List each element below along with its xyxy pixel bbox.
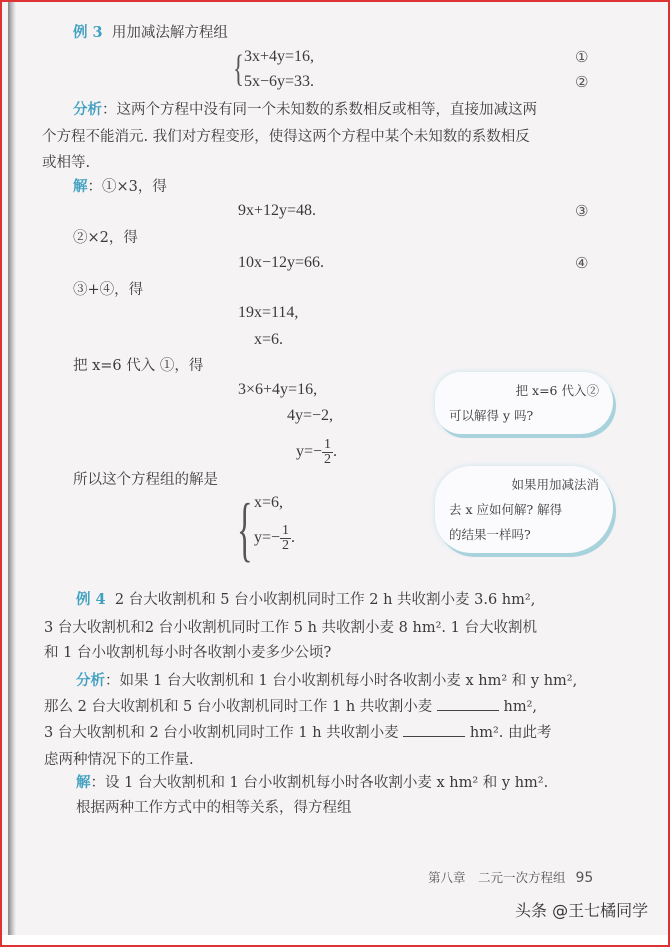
solution-label: 解 bbox=[76, 774, 91, 791]
equation-number: ② bbox=[575, 73, 589, 91]
analysis-text: 或相等. bbox=[42, 155, 91, 171]
equation: 9x+12y=48. bbox=[238, 202, 317, 219]
analysis-line bbox=[44, 724, 552, 742]
page-number: 95 bbox=[575, 870, 594, 886]
equation-number: ① bbox=[575, 48, 589, 66]
step-text: ：①×3，得 bbox=[87, 179, 167, 195]
analysis-line bbox=[76, 672, 577, 690]
equation-number: ④ bbox=[575, 254, 589, 272]
example-title: 用加减法解方程组 bbox=[111, 25, 228, 41]
solution-text: ：设 1 台大收割机和 1 台小收割机每小时各收割小麦 x hm² 和 y hm². bbox=[90, 775, 549, 791]
solution-step: 把 x=6 代入 ①，得 bbox=[73, 358, 204, 374]
watermark: 头条 @王七橘同学 bbox=[515, 901, 649, 920]
equation: 3x+4y=16, bbox=[244, 48, 315, 65]
bubble-text: 如果用加减法消 bbox=[511, 477, 599, 492]
analysis-text: ：如果 1 台大收割机和 1 台小收割机每小时各收割小麦 x hm² 和 y hm², bbox=[105, 673, 578, 689]
equation: x=6. bbox=[254, 331, 284, 348]
analysis-text: 那么 2 台大收割机和 5 台小收割机同时工作 1 h 共收割小麦 bbox=[44, 699, 433, 715]
period: . bbox=[333, 443, 338, 460]
numerator: 1 bbox=[282, 522, 290, 538]
brace: { bbox=[233, 48, 244, 90]
denominator: 2 bbox=[282, 537, 290, 553]
solution-x: x=6, bbox=[254, 494, 284, 511]
analysis-text: ：这两个方程中没有同一个未知数的系数相反或相等，直接加减这两 bbox=[102, 102, 537, 118]
fill-blank bbox=[437, 698, 499, 711]
solution-y bbox=[254, 520, 295, 556]
numerator: 1 bbox=[324, 436, 332, 452]
analysis-text: 3 台大收割机和 2 台小收割机同时工作 1 h 共收割小麦 bbox=[44, 725, 399, 741]
page-footer bbox=[428, 868, 593, 886]
analysis-line bbox=[73, 101, 537, 119]
solution-step: 所以这个方程组的解是 bbox=[73, 472, 218, 488]
analysis-line bbox=[44, 698, 537, 716]
fraction bbox=[280, 524, 291, 553]
equation: 10x−12y=66. bbox=[238, 254, 325, 271]
example-text: 和 1 台小收割机每小时各收割小麦多少公顷? bbox=[44, 645, 332, 661]
period: . bbox=[291, 529, 296, 546]
analysis-label: 分析 bbox=[76, 672, 105, 689]
analysis-label: 分析 bbox=[73, 101, 102, 118]
denominator: 2 bbox=[324, 451, 332, 467]
solution-step bbox=[73, 178, 167, 196]
example-label: 例 3 bbox=[73, 24, 103, 41]
bubble-text: 去 x 应如何解? 解得 bbox=[449, 502, 563, 517]
chapter-title: 第八章 二元一次方程组 bbox=[428, 870, 566, 885]
example-4-line bbox=[76, 591, 535, 609]
bubble-text: 的结果一样吗? bbox=[449, 527, 531, 542]
equation bbox=[296, 434, 337, 470]
equation: 4y=−2, bbox=[287, 407, 334, 424]
bubble-text: 把 x=6 代入② bbox=[515, 383, 599, 398]
analysis-text: 个方程不能消元. 我们对方程变形，使得这两个方程中某个未知数的系数相反 bbox=[42, 129, 530, 145]
fraction bbox=[322, 438, 333, 467]
equation: 5x−6y=33. bbox=[244, 73, 315, 90]
example-text: 3 台大收割机和2 台小收割机同时工作 5 h 共收割小麦 8 hm². 1 台大收割机 bbox=[44, 620, 537, 636]
example-3-heading bbox=[73, 24, 228, 42]
unit-text: hm², bbox=[503, 699, 538, 715]
thought-bubble bbox=[435, 372, 613, 434]
solution-label: 解 bbox=[73, 178, 88, 195]
solution-text: 根据两种工作方式中的相等关系，得方程组 bbox=[76, 800, 352, 816]
equation: 19x=114, bbox=[238, 304, 299, 321]
equation: 3×6+4y=16, bbox=[238, 381, 318, 398]
bubble-text: 可以解得 y 吗? bbox=[449, 408, 534, 423]
solution-line bbox=[76, 774, 548, 792]
brace: { bbox=[237, 489, 253, 569]
fill-blank bbox=[403, 724, 465, 737]
unit-text: hm². 由此考 bbox=[469, 725, 552, 741]
analysis-text: 虑两种情况下的工作量. bbox=[44, 752, 194, 768]
equation-lhs: y=− bbox=[296, 443, 323, 460]
page-spine-shadow bbox=[8, 2, 16, 935]
equation-number: ③ bbox=[575, 202, 589, 220]
thought-bubble bbox=[435, 466, 613, 553]
equation-lhs: y=− bbox=[254, 529, 281, 546]
example-label: 例 4 bbox=[76, 591, 106, 608]
solution-step: ②×2，得 bbox=[73, 230, 138, 246]
example-text: 2 台大收割机和 5 台小收割机同时工作 2 h 共收割小麦 3.6 hm², bbox=[114, 592, 536, 608]
solution-step: ③+④，得 bbox=[73, 282, 144, 298]
